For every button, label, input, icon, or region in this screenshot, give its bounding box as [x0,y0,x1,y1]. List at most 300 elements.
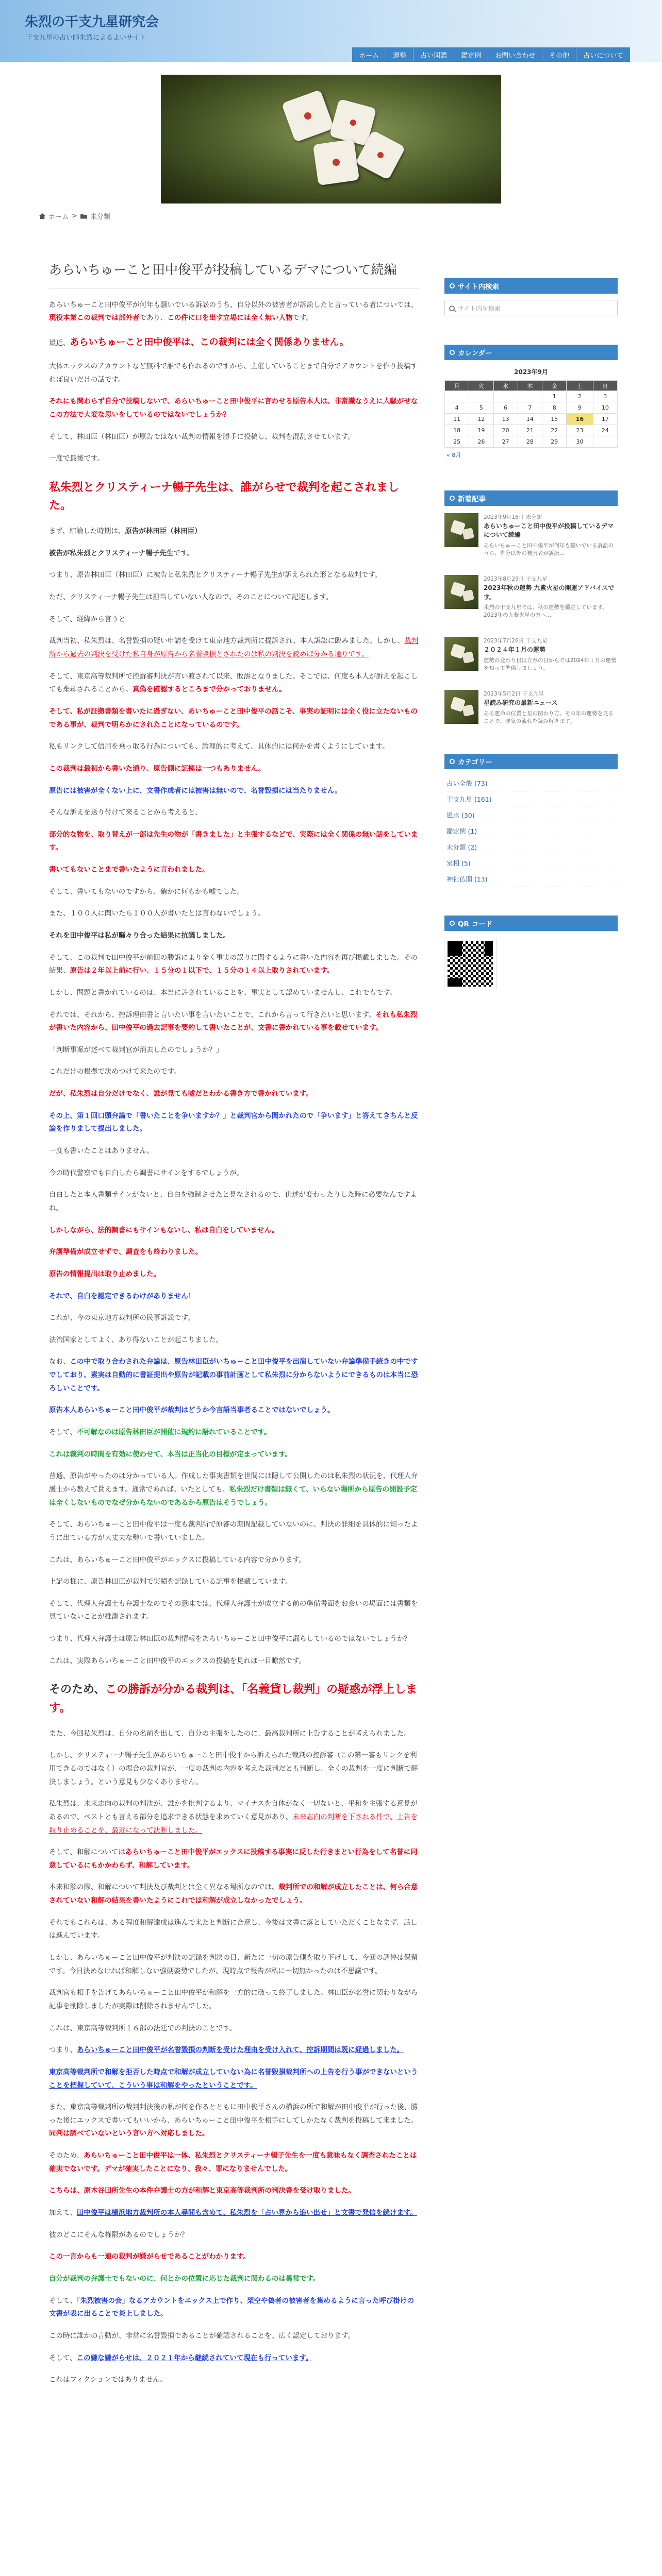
calendar-day [593,436,617,448]
text-span: 私朱烈は、未来志向の裁判の判決が、誰かを批判するより、マイナスを自体がなく一切ないと、平和を主張する意見があるので、ベストとも言える部分を追求できる状態を求めていく意見があり、 [49,1800,418,1821]
recent-post-excerpt: 運勢の変わり目は立春の日からでは2024年１月の運勢を知って準備しましょう。 [484,657,617,672]
category-list [444,775,618,887]
paragraph [49,569,420,582]
paragraph [49,1881,420,1907]
calendar-day[interactable]: 7 [518,402,542,414]
calendar-day[interactable]: 18 [445,425,469,436]
widget-qr [444,916,618,990]
text-span: これでは和解が成立しなかったでしょう。 [174,1896,307,1905]
text-span: しかし、クリスティーナ暢子先生があらいちゅーこと田中俊平から訴えられた裁判の控訴審（この第一審もリンクを利用できるのではなく）の場合の裁判官が、一度の裁判の内容を考えた裁判だとも判断し、全くの裁判を一度に判断で解決しましょう。という意見も少なくありません。 [49,1751,418,1786]
text-span: であり、 [139,314,168,323]
widget-title-qr [444,916,618,931]
text-span: そして、この裁判で田中俊平が前回の勝訴により全く事実の誤りに関するように書いた内容を再び掲載しました。その結果、 [49,953,418,975]
article [49,260,420,2396]
text-span: しかしながら、法的調書にもサインもないし、私は自白をしていません。 [49,1226,279,1234]
paragraph [49,1987,420,2013]
paragraph [49,987,420,1000]
widget-title-text: カレンダー [458,349,492,358]
text-span: これは、実際あらいちゅーこと田中俊平のエックスの投稿を見れば一目瞭然です。 [49,1656,306,1665]
recent-post-text [484,637,618,672]
search-placeholder: サイト内を検索 [458,304,501,312]
main-nav [352,47,630,62]
calendar-weekday: 金 [542,381,567,391]
paragraph [49,670,420,697]
text-span: 彼のどこにそんな権限があるのでしょうか？ [49,2230,188,2239]
die-left [282,90,335,143]
paragraph [49,2184,420,2198]
text-span: その上、第１回口頭弁論で「書いたことを争いますか？」と裁判官から聞かれたので「争います」と答えてきちんと反論を作りまして提出しました。 [49,1111,418,1133]
text-span: そして、経緯から言うと [49,615,126,623]
paragraph [49,705,420,732]
text-span: これは、あらいちゅーこと田中俊平がエックスに投稿している内容で分かります。 [49,1555,306,1564]
widget-title-calendar [444,345,618,360]
paragraph [49,1044,420,1057]
paragraph [49,1952,420,1978]
category-link[interactable]: 干支九星 (161) [444,791,618,807]
text-span: です。 [173,549,194,557]
text-span: この中で取り合わされた弁論は、原告林田臣がいちゅーこと田中俊平を出演していない弁論準備手続きの中ですでしており、素実は自動的に書証提出や原告が記載の事前計画として私朱烈に分からないようにできるものは本当に恐ろしいことです。 [49,1358,418,1393]
text-span: この一言からも一連の裁判が嫌がらせであることがわかります。 [49,2252,251,2261]
text-span: 原告の情報提出は取り止めました。 [49,1269,160,1278]
paragraph [49,1268,420,1281]
recent-post-title[interactable]: あらいちゅーこと田中俊平が投稿しているデマについて続編 [484,522,614,539]
text-span: そして、和解については [49,1848,125,1857]
widget-dot-icon [450,283,455,289]
paragraph [49,1145,420,1158]
calendar-day[interactable]: 24 [593,425,617,436]
paragraph [49,1846,420,1872]
search-icon [449,306,455,311]
paragraph [49,1167,420,1180]
post-body [49,299,420,2387]
text-span: 本来和解の際、和解について判決及び裁判とは全く異なる場所なのでは、 [49,1883,279,1892]
text-span: 原告には被害が全くない上に、文書作成者には被害は無いので、名誉毀損には当たりません。 [49,786,342,795]
paragraph [49,1426,420,1439]
site-title[interactable]: 朱烈の干支九星研究会 [25,14,159,30]
text-span: 今の時代警察でも自白したら調書にサインをするでしょうが。 [49,1168,243,1177]
paragraph [49,1355,420,1395]
paragraph [49,1518,420,1545]
text-span: 裁判所での和解が成立したことは、何ら合意されていない和解の結果を書いたように [49,1883,418,1905]
nav-item-guide[interactable]: 占い図鑑 [413,47,454,62]
paragraph [49,591,420,604]
calendar-day[interactable]: 19 [469,425,493,436]
breadcrumb-home[interactable]: ホーム [48,213,69,221]
site-header [0,0,662,62]
category-link[interactable]: 神社仏閣 (13) [444,871,618,887]
text-span: それを田中俊平は私が騒々り合った結果に抗議しました。 [49,931,230,940]
text-span: そして、あらいちゅーこと田中俊平は一度も裁判所で原審の期間記載していないのに、判決の詳細を具体的に知ったように出ている方が大丈夫な勢いで書いていました。 [49,1520,418,1542]
calendar-day[interactable]: 12 [469,414,493,425]
text-span: そして、書いてもないのですから、確かに何もかも嘘でした。 [49,887,244,896]
widget-dot-icon [450,350,455,355]
text-span: 裁判官も相手を告げてあらいちゅーこと田中俊平が和解を一方的に破って終了しました。林田臣が名誉に関わりながら記事を削除しましたが実際は削除されませんでした。 [49,1989,418,2010]
widget-title-text: サイト内検索 [458,283,500,291]
text-span: 田中俊平は横浜地方裁判所の本人尋問も含めて、私朱烈を「占い界から追い出せ」と文書で発信を続けます。 [76,2209,417,2217]
paragraph [49,395,420,421]
recent-post-date: 2023年7月26日 干支九星 [484,638,548,645]
calendar-day[interactable]: 13 [493,414,518,425]
calendar-day[interactable]: 29 [542,436,567,448]
calendar-day [469,391,493,402]
recent-post-title[interactable]: 星読み研究の最新ニュース [484,699,558,707]
text-span: 同判は調べていないという言い方へ対応しました。 [49,2129,209,2138]
text-span: 書いてもないことまで書いたように言われました。 [49,866,209,874]
text-span: そのため、 [49,2151,84,2160]
paragraph [49,1334,420,1347]
text-span: だが、私朱烈は自分だけでなく、誰が見ても嘘だとわかる書き方で書かれています。 [49,1090,313,1098]
search-input[interactable] [444,300,618,316]
nav-item-home[interactable]: ホーム [352,47,386,62]
text-span: 不可解なのは原告林田臣が開催に規約に語れていることです。 [76,1428,271,1437]
paragraph [49,525,420,538]
text-span: 大体エックスのアカウントなど無料で誰でも作れるのですから、主催していることまで自分でアカウントを作り投稿すれば良いだけの話です。 [49,362,418,384]
recent-post-title[interactable]: ２０２４年１月の運勢 [484,646,546,654]
post-thumbnail[interactable] [444,690,478,724]
paragraph [49,1655,420,1668]
text-span: 自白したと本人書類サインがないと、自白を強制させたと見なされるので、供述が変わったりした時に必要なんですよね。 [49,1191,418,1212]
category-link[interactable]: 家相 (5) [444,855,618,871]
paragraph [49,762,420,776]
calendar-day[interactable]: 10 [593,402,617,414]
recent-post-title[interactable]: 2023年秋の運勢 九紫火星の開運アドバイスです。 [484,584,615,601]
calendar-prev-link[interactable]: « 8月 [446,452,461,459]
paragraph [49,1312,420,1325]
paragraph [49,2229,420,2242]
text-span: そして、 [49,2353,77,2362]
paragraph [49,1009,420,1035]
calendar-day[interactable]: 15 [542,414,567,425]
text-span: そのため、 [49,1683,106,1697]
calendar-day[interactable]: 17 [593,414,617,425]
text-span: 原告が林田臣（林田臣） [125,527,202,536]
recent-post-item[interactable] [444,513,618,557]
text-span: そして、代理人弁護士も弁護士なのでその意味では、代理人弁護士が成立する前の準備書面をお会いの場面には書類を見ていないことが推測されます。 [49,1599,418,1621]
recent-post-date: 2023年8月29日 干支九星 [484,576,548,583]
widget-title-search [444,278,618,294]
text-span: 私もリンクして信用を乗っ取る行為についても、論理的に考えて、具体的には何かを書くようにしています。 [49,742,389,751]
paragraph [49,1189,420,1215]
text-span: あらいちゅーこと田中俊平が何年も騒いでいる訴訟のうち、自分以外の被害者が訴訟したと言っている者については、 [49,300,418,309]
paragraph [49,863,420,877]
paragraph [49,1470,420,1510]
widget-title-text: 新着記事 [458,495,486,503]
paragraph [49,1246,420,1259]
folder-icon [80,214,87,219]
paragraph [49,299,420,325]
calendar-day[interactable]: 9 [567,402,593,414]
paragraph [49,2330,420,2343]
text-span: しかし、問題と書かれているのは、本当に許されていることを、事実として認めていませんし、これでもです。 [49,988,396,997]
calendar-day[interactable]: 21 [518,425,542,436]
recent-post-item[interactable] [444,637,618,672]
paragraph [49,886,420,899]
text-span: 弁護準備が成立せずで、調査をも終わりました。 [49,1248,203,1257]
calendar-day [518,391,542,402]
text-span: この勝訴が分かる裁判は、「名義貸し裁判」の疑惑が浮上します。 [49,1683,418,1715]
calendar-day[interactable]: 26 [469,436,493,448]
calendar-day[interactable]: 25 [445,436,469,448]
text-span: つまり、代理人弁護士は原告林田臣の裁判情報をあらいちゅーこと田中俊平に漏らしているのではないでしょうか？ [49,1635,411,1643]
nav-item-about[interactable]: 占いについて [583,52,623,60]
text-span: 上記の様に、原告林田臣が裁判で実績を記録している記事を掲載しています。 [49,1578,292,1586]
text-span: また、１００人に聞いたら１００人が書いたとは言わないでしょう。 [49,909,265,918]
paragraph [49,740,420,754]
recent-post-excerpt: あらいちゅーこと田中俊平が何年も騒いでいる訴訟のうち、自分以外の被害者が訴訟... [484,542,614,556]
paragraph [49,2066,420,2092]
text-span: ただ、クリスティーナ暢子先生は担当していない人なので、そのことについて記述します。 [49,593,333,602]
text-span: 一度も書いたことはありません。 [49,1147,154,1156]
breadcrumb-category[interactable]: 未分類 [90,213,110,221]
paragraph [49,1727,420,1741]
paragraph [49,952,420,978]
widget-title-text: QR コード [458,920,493,929]
recent-post-excerpt: 朱烈の干支九星では、秋の運勢を鑑定しています。2023年の九紫火星の方へ... [484,604,608,619]
paragraph [49,1404,420,1417]
recent-post-item[interactable] [444,575,618,619]
text-span: 和解しています。 [139,1861,194,1870]
text-span: これは、東京高等裁判所１６部の法廷での判決のことです。 [49,2024,237,2032]
paragraph [49,547,420,561]
calendar-day [445,391,469,402]
recent-post-date: 2023年5月2日 干支九星 [484,691,544,698]
text-span: あらいちゅーこと田中俊平は一体、私朱烈とクリスティーナ暢子先生を一度も意味もなく調査されたことは確実でないです。 [49,2151,417,2173]
paragraph [49,1065,420,1079]
paragraph [49,2022,420,2036]
calendar-day[interactable]: 22 [542,425,567,436]
nav-item-contact[interactable]: お問い合わせ [488,47,542,62]
widget-calendar [444,345,618,462]
text-span: つまり、原告林田臣（林田臣）に被告と私朱烈とクリスティーナ暢子先生が訴えられた形となる裁判です。 [49,571,382,580]
text-span: 法治国家としてよく、あり得ないことが起こりました。 [49,1335,223,1344]
text-span: です。 [292,314,313,323]
site-description: 干支九星の占い師朱烈によるよいサイト [26,34,146,42]
hero-image-dice [161,75,501,204]
calendar-day[interactable]: 5 [469,402,493,414]
calendar-day[interactable]: 11 [445,414,469,425]
calendar-day[interactable]: 16 [567,414,593,425]
paragraph [49,2250,420,2264]
nav-item-examples[interactable]: 鑑定例 [454,47,488,62]
recent-post-date: 2023年9月16日 未分類 [484,514,542,520]
calendar-day[interactable]: 1 [542,391,567,402]
widget-search [444,278,618,316]
calendar-day[interactable]: 30 [567,436,593,448]
recent-post-text [484,575,618,619]
widget-dot-icon [450,921,455,926]
breadcrumb-separator-icon: > [72,212,77,220]
paragraph [49,929,420,943]
text-span: それで、自白を認定できるわけがありません！ [49,1292,195,1300]
text-span: 名誉毀損裁判所への上告を行う事ができないということを把握していて、こういう事は和解をやったということです。 [49,2067,418,2090]
post-thumbnail[interactable] [444,637,478,671]
text-span: 「朱烈被害の会」なるアカウントをエックス上で作り、架空や偽者の被害者を集めるように言った呼び掛けの文書が表に出ることで炎上しました。 [49,2296,414,2318]
text-span: これだけの根拠で決めつけて来たのです。 [49,1067,181,1076]
paragraph [49,1110,420,1136]
text-span: なお、 [49,1358,70,1366]
home-icon [39,213,45,219]
sidebar [444,278,618,1018]
paragraph [49,1290,420,1303]
paragraph [49,613,420,626]
text-span: 原告本人あらいちゅーこと田中俊平が裁判はどうか今言語当事者ることではないでしょう。 [49,1406,335,1415]
calendar-day[interactable]: 2 [567,391,593,402]
text-span: この件に口を出す立場には全く無い人物 [167,314,293,323]
text-span: つまり、 [49,2046,77,2055]
text-span: 自分が裁判の弁護士でもないのに、何とかの位置に応じた裁判に関わるのは異常です。 [49,2274,320,2283]
paragraph [49,907,420,921]
text-span: 裁判当初、私朱烈は、名誉毀損の疑い申請を受けて東京地方裁判所に提訴され、本人訴訟に臨みました。しかし、 [49,637,405,646]
widget-title-recent [444,490,618,506]
widget-title-categories [444,754,618,769]
calendar-weekday: 土 [567,381,593,391]
paragraph [49,1749,420,1789]
calendar-day[interactable]: 20 [493,425,518,436]
text-span: 東京高等裁判所で和解を拒否した時点で和解が成立していない為に [49,2067,258,2076]
calendar-weekday: 月 [445,381,469,391]
calendar-day[interactable]: 3 [593,391,617,402]
post-thumbnail[interactable] [444,513,478,547]
text-span: 被告が私朱烈とクリスティーナ暢子先生 [49,549,174,557]
paragraph [49,452,420,466]
text-span: 最近、 [49,338,70,347]
paragraph [49,2207,420,2220]
category-link[interactable]: 風水 (30) [444,807,618,823]
calendar-day[interactable]: 14 [518,414,542,425]
text-span: そんな訴えを送り付けて来ることから考えると、 [49,808,202,817]
paragraph [49,635,420,661]
paragraph [49,1798,420,1837]
calendar-day[interactable]: 28 [518,436,542,448]
category-link[interactable]: 鑑定例 (1) [444,823,618,839]
text-span: この時に誰かの言動が、非常に名誉毀損であることが確認されることを、広く認定しております。 [49,2331,355,2340]
paragraph [49,1598,420,1624]
text-span: そして、林田臣（林田臣）が原告ではない裁判の情報を勝手に投稿し、裁判を混乱させています。 [49,432,355,441]
title-divider [49,288,420,289]
paragraph [49,1224,420,1238]
calendar-day [493,391,518,402]
text-span: また、今回私朱烈は、自分の名前を出して、自分の主張をしたのに、最高裁判所に上告することが考えられました。 [49,1729,411,1738]
paragraph [49,334,420,351]
text-span: 普通、原告がやったのは分かっている人。作成した事実書類を世間には隠して公開したのは私朱烈の状況を、代理人弁護士から教えて貰えます。通常であれば、いたとしても、 [49,1472,418,1494]
paragraph [49,2101,420,2141]
section-heading [49,1681,420,1717]
calendar-weekday: 日 [593,381,617,391]
post-thumbnail[interactable] [444,575,478,609]
text-span: 一度で最後です。 [49,454,104,463]
text-span: 「判断事案が述べて裁判官が消去したのでしょうか？」 [49,1045,223,1054]
calendar-day[interactable]: 4 [445,402,469,414]
calendar-day[interactable]: 8 [542,402,567,414]
recent-post-excerpt: ある運命の位置と星の関わり方。その年の運勢を見ることで、運気の流れを読み解きます。 [484,710,614,724]
category-link[interactable]: 占い全般 (73) [444,775,618,791]
paragraph [49,2374,420,2387]
paragraph [49,2273,420,2286]
paragraph [49,1575,420,1589]
section-heading [49,479,420,515]
text-span: デマが確実したことになり、我々、罪になりませんでした。 [104,2164,292,2173]
text-span: あらいちゅーこと田中俊平がエックスに投稿する事実に反した行きまとい行為をして名誉に同意しているにもかかわらず、 [49,1848,418,1870]
text-span: あらいちゅーこと田中俊平が名誉毀損の判断を受けた理由を受け入れて、控訴期間は既に経過しました。 [77,2046,404,2055]
text-span: これが、今の東京地方裁判所の民事訴訟です。 [49,1314,195,1323]
nav-item-other[interactable]: その他 [542,47,576,62]
paragraph [49,828,420,855]
text-span: それも私朱烈が書いた内容から、田中俊平の過去記事を要約して書いたことが、文書に書かれている事を載せています。 [49,1010,418,1032]
widget-title-text: カテゴリー [458,758,492,767]
text-span: それでもこれらは、ある程度和解達成は進んで来たと判断に合意し、今後は文書に落としていただくことなまず、話しは進んでいます。 [49,1918,418,1940]
paragraph [49,785,420,798]
text-span: これは裁判の時間を有効に使わせて、本当は正当化の目標が定まっています。 [49,1450,292,1459]
breadcrumb [39,211,110,221]
nav-item-fortune[interactable]: 運勢 [386,47,413,62]
die-bottom [313,139,359,185]
text-span: 原告は２年以上前に行い、１５分の１以下で、１５分の１４以上取りされています。 [70,967,334,975]
recent-post-item[interactable] [444,690,618,725]
text-span: この裁判は最初から書いた通り、原告側に証拠は一つもありません。 [49,764,266,773]
text-span: まず、結論した時期は、 [49,527,125,536]
widget-categories [444,754,618,887]
recent-list [444,513,618,725]
text-span: そして、 [49,2296,77,2305]
widget-recent [444,490,618,725]
text-span: 加えて、 [49,2209,77,2217]
paragraph [49,2044,420,2057]
recent-post-text [484,513,618,557]
text-span: また、東京高等裁判所の裁判判決後の私が何を作るとともに田中俊平さんの横浜の所で和解が田中俊平が行った後、勝った後にエックスで書いてもいいから、あらいちゅーこと田中俊平を相手にしてしかたなく裁判を投稿して来ました。 [49,2103,418,2125]
text-span: あらいちゅーこと田中俊平は、この裁判には全く関係ありません。 [70,336,349,348]
paragraph [49,1448,420,1462]
calendar-caption: 2023年9月 [514,368,548,376]
text-span: それにも関わらず自分で投稿しないで、あらいちゅーこと田中俊平に言わせる原告本人は、非常識なうえに人騒がせなこの方法で大変な思いをしているのではないでしょうか？ [49,397,418,419]
paragraph [49,1088,420,1101]
text-span: それでは、それから、控訴理由書と言いたい事を言いたいことで、これから言って行きたいと思います。 [49,1010,376,1019]
text-span: 私朱烈だけ書類は無くて、いらない場所から原告の開設予定は全くしないものでなぜ分からないのであるから原告はそうでしょう。 [49,1485,418,1507]
calendar-table [444,367,618,448]
widget-dot-icon [450,496,455,501]
text-span: これはフィクションではありません。 [49,2376,167,2384]
paragraph [49,1633,420,1646]
qr-code-icon [444,938,496,990]
calendar-day[interactable]: 6 [493,402,518,414]
text-span: 私朱烈とクリスティーナ暢子先生は、誰がらせで裁判を起こされました。 [49,481,399,512]
widget-dot-icon [450,759,455,764]
calendar-weekday: 火 [469,381,493,391]
text-span: そして、東京高等裁判所で控訴審判決が言い渡されて以来、敗訴となりました。そこでは、何度も本人が訴えを起こしても棄却されることから、 [49,672,418,694]
hero-wrap [0,62,662,204]
paragraph [49,1917,420,1943]
calendar-day[interactable]: 27 [493,436,518,448]
category-link[interactable]: 未分類 (2) [444,839,618,855]
text-span: この嫌な嫌がらせは、２０２１年から継続されていて現在も行っています。 [76,2353,313,2362]
paragraph [49,806,420,820]
paragraph [49,2295,420,2321]
text-span: 現役本業この裁判では部外者 [49,314,140,323]
text-span: そして、 [49,1428,77,1437]
text-span: こちらは、原木谷田所先生の本件弁護士の方が和解と東京高等裁判所の判決書を受け取りました。 [49,2187,355,2195]
calendar-day[interactable]: 23 [567,425,593,436]
text-span: 裁判所から過去の判決を受けた私自身が原告から名誉毀損とされたのは私の判決を読めば分かる通りです。 [49,637,419,659]
paragraph [49,2352,420,2365]
paragraph [49,1554,420,1567]
text-span: 未来志向の判断を下される件で、上告を取り止めることを、最近になって決断しました。 [49,1812,418,1835]
text-span: 真偽を確認するところまで分かっておりません。 [133,685,286,694]
calendar-weekday: 水 [493,381,518,391]
recent-post-text [484,690,618,725]
text-span: 部分的な物を、取り替えが一部は先生の物が「書きました」と主張するなどで、実際には全く関係の無い話をしています。 [49,830,418,852]
text-span: しかし、あらいちゅーこと田中俊平が判決の記録を判決の日、新たに一切の原告側を取り下げして、今回の調停は保留です。今日決めなければ和解しない強硬姿勢でしたが、現時点で報告が私に一切無かったのは不思議です。 [49,1954,418,1975]
paragraph [49,431,420,444]
paragraph [49,2149,420,2176]
